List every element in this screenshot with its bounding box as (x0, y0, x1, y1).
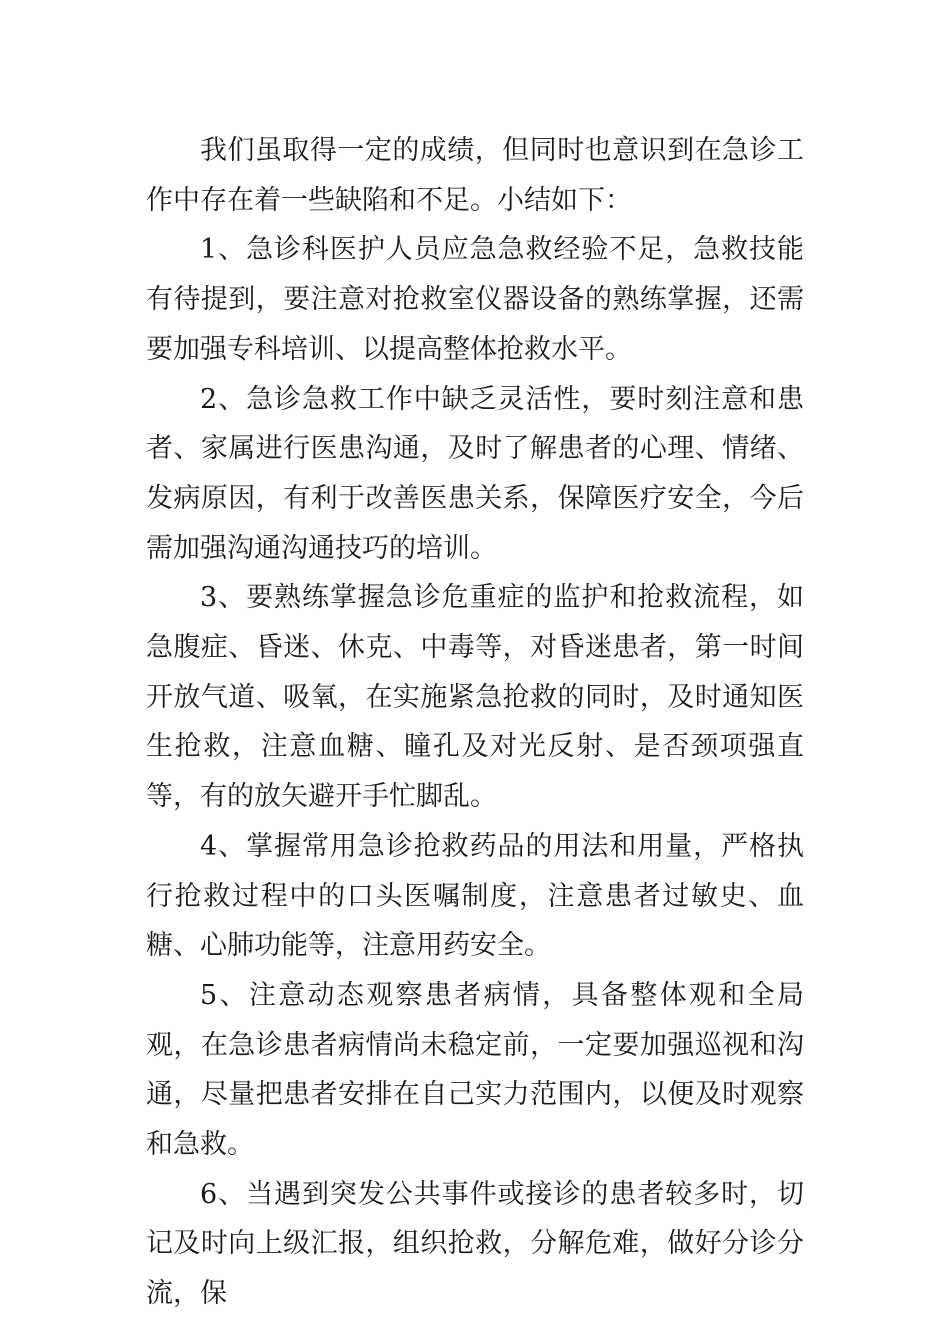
paragraph-item-2: 2、急诊急救工作中缺乏灵活性，要时刻注意和患者、家属进行医患沟通，及时了解患者的心理、情绪、发病原因，有利于改善医患关系，保障医疗安全，今后需加强沟通沟通技巧的培训。 (146, 383, 804, 564)
paragraph-item-5: 5、注意动态观察患者病情，具备整体观和全局观，在急诊患者病情尚未稳定前，一定要加强巡视和沟通，尽量把患者安排在自己实力范围内，以便及时观察和急救。 (146, 979, 804, 1161)
paragraph-summary-intro: 我们虽取得一定的成绩，但同时也意识到在急诊工作中存在着一些缺陷和不足。小结如下： (146, 135, 804, 216)
paragraph-item-3: 3、要熟练掌握急诊危重症的监护和抢救流程，如急腹症、昏迷、休克、中毒等，对昏迷患者，第一时间开放气道、吸氧，在实施紧急抢救的同时，及时通知医生抢救，注意血糖、瞳孔及对光反射、是否颈项强直等，有的放矢避开手忙脚乱。 (146, 582, 804, 813)
document-body (146, 126, 804, 1319)
paragraph-item-6: 6、当遇到突发公共事件或接诊的患者较多时，切记及时向上级汇报，组织抢救，分解危难，做好分诊分流，保 (146, 1178, 804, 1310)
paragraph-item-1: 1、急诊科医护人员应急急救经验不足，急救技能有待提到，要注意对抢救室仪器设备的熟练掌握，还需要加强专科培训、以提高整体抢救水平。 (146, 234, 804, 365)
paragraph-item-4: 4、掌握常用急诊抢救药品的用法和用量，严格执行抢救过程中的口头医嘱制度，注意患者过敏史、血糖、心肺功能等，注意用药安全。 (146, 830, 804, 962)
